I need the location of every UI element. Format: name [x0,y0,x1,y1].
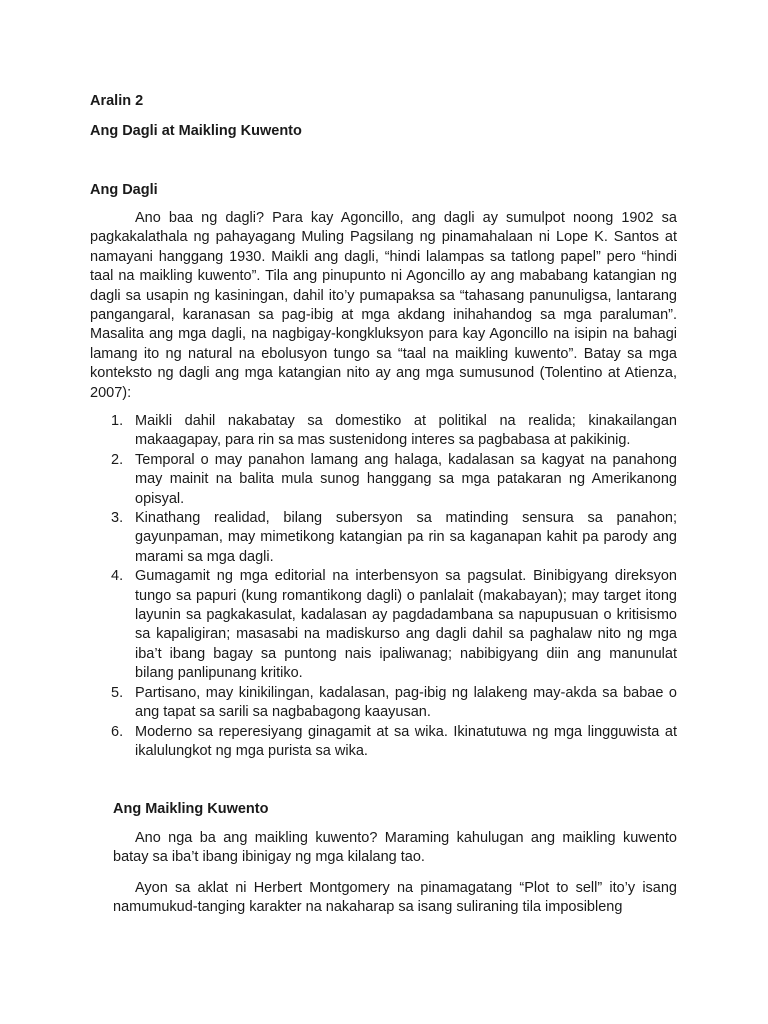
list-item-number: 5. [111,684,124,701]
list-item-text: Partisano, may kinikilingan, kadalasan, pag-ibig ng lalakeng may-akda sa babae o ang tapat sa sarili sa nagbabagong kaayusan. [135,684,677,721]
list-item [90,567,677,683]
section-heading-dagli: Ang Dagli [90,182,158,198]
list-item-number: 3. [111,510,124,527]
maikling-kuwento-paragraph-1: Ano nga ba ang maikling kuwento? Maraming kahulugan ang maikling kuwento batay sa iba’t ibang ibinigay ng mga kilalang tao. [113,830,677,866]
list-item-number: 6. [111,723,124,740]
section-heading-maikling-kuwento: Ang Maikling Kuwento [113,801,269,817]
list-item [90,412,677,451]
lesson-label: Aralin 2 [90,93,144,109]
list-item-number: 4. [111,568,124,585]
list-item [90,723,677,762]
dagli-characteristics-list [90,412,677,761]
list-item-text: Kinathang realidad, bilang subersyon sa matinding sensura sa panahon; gayunpaman, may mimetikong katangian pa rin sa kaganapan kahit pa parody ang marami sa mga dagli. [135,510,677,565]
list-item-text: Moderno sa reperesiyang ginagamit at sa wika. Ikinatutuwa ng mga lingguwista at ikalulungkot ng mga purista sa wika. [135,723,677,759]
list-item-text: Maikli dahil nakabatay sa domestiko at politikal na realida; kinakailangan makaagapay, para rin sa mas sustenidong interes sa pagbabasa at pakikinig. [135,413,677,449]
list-item-text: Temporal o may panahon lamang ang halaga, kadalasan sa kagyat na panahong may mainit na balita mula sunog hanggang sa mga patakaran ng Amerikanong opisyal. [135,451,677,507]
maikling-kuwento-paragraph-2: Ayon sa aklat ni Herbert Montgomery na pinamagatang “Plot to sell” ito’y isang namumukud-tanging karakter na nakaharap sa isang suliraning tila imposibleng [113,880,677,916]
list-item-text: Gumagamit ng mga editorial na interbensyon sa pagsulat. Binibigyang direksyon tungo sa papuri (kung romantikong dagli) o panlalait (makabayan); may target itong layunin sa pagkakasulat, kadalasan ay pagdadambana sa napupusuan o kritisismo sa kapaligiran; masasabi na madiskurso ang dagli dahil sa paghalaw nito ng mga iba’t ibang bagay sa puntong nais ipaliwanag; nabibigyang diin ang manunulat bilang panlipunang kritiko. [135,568,677,682]
list-item-number: 2. [111,451,124,468]
list-item [90,684,677,723]
list-item-number: 1. [111,413,124,429]
list-item [90,509,677,567]
lesson-title: Ang Dagli at Maikling Kuwento [90,123,302,139]
dagli-intro-paragraph: Ano baa ng dagli? Para kay Agoncillo, ang dagli ay sumulpot noong 1902 sa pagkakalathala ng pahayagang Muling Pagsilang ng pinamahalaan ni Lope K. Santos at namayani hanggang 1930. Maikli ang dagli, “hindi lalampas sa tatlong papel” pero “hindi taal na maikling kuwento”. Tila ang pinupunto ni Agoncillo ay ang mababang katangian ng dagli sa usapin ng kasiningan, dahil ito’y pumapaksa sa “tahasang panunuligsa, lantarang pangangaral, karanasan sa pag-ibig at mga akdang inihahandog sa mga paraluman”. Masalita ang mga dagli, na nagbigay-kongkluksyon para kay Agoncillo na isipin na bahagi lamang ito ng natural na ebolusyon tungo sa “taal na maikling kuwento”. Batay sa mga konteksto ng dagli ang mga katangian nito ay ang mga sumusunod (Tolentino at Atienza, 2007): [90,210,677,401]
list-item [90,451,677,509]
